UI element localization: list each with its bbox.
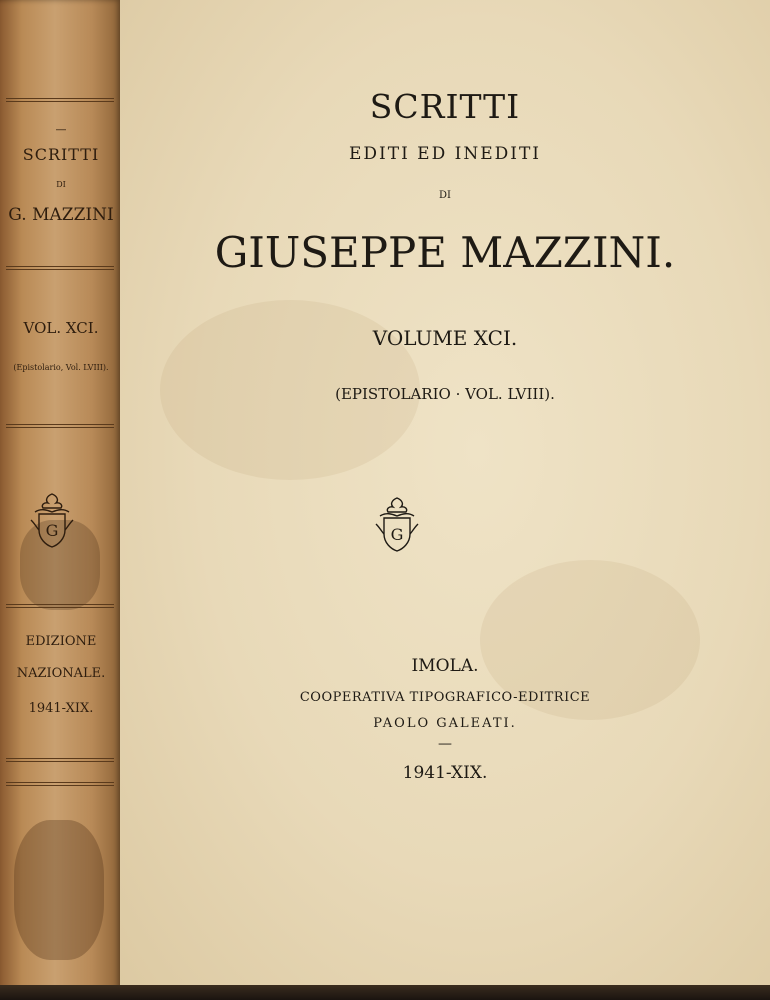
- page-year: 1941-XIX.: [402, 763, 488, 783]
- title-page: [120, 0, 770, 1000]
- spine-edition-1: EDIZIONE: [25, 634, 97, 649]
- book-spine: [0, 0, 122, 1000]
- page-title: SCRITTI: [369, 87, 521, 126]
- spine-subvolume: (Epistolario, Vol. LVIII).: [13, 363, 109, 372]
- page-city: IMOLA.: [411, 656, 479, 676]
- spine-band-6: [6, 782, 114, 786]
- spine-year: 1941-XIX.: [28, 701, 94, 716]
- svg-text:G: G: [45, 521, 59, 540]
- spine-band-4: [6, 604, 114, 608]
- page-author: GIUSEPPE MAZZINI.: [214, 228, 676, 277]
- page-volume: VOLUME XCI.: [372, 326, 518, 350]
- spine-edition-2: NAZIONALE.: [16, 666, 106, 681]
- spine-dash: —: [55, 123, 67, 136]
- spine-band-2: [6, 266, 114, 270]
- spine-author: G. MAZZINI: [8, 205, 114, 225]
- spine-di: DI: [56, 180, 66, 189]
- page-subtitle: EDITI ED INEDITI: [348, 144, 542, 164]
- page-separator: —: [438, 736, 452, 752]
- spine-wear-lower: [14, 820, 104, 960]
- spine-band-5: [6, 758, 114, 762]
- page-series: (EPISTOLARIO · VOL. LVIII).: [335, 385, 555, 403]
- publisher-emblem-icon: [372, 494, 422, 556]
- spine-title: SCRITTI: [22, 145, 100, 164]
- spine-band-3: [6, 424, 114, 428]
- svg-text:G: G: [390, 525, 404, 544]
- book-bottom-edge: [0, 985, 770, 1000]
- spine-band-top: [6, 98, 114, 102]
- page-di: DI: [439, 190, 451, 201]
- coat-of-arms-icon: [27, 490, 77, 550]
- page-publisher-1: COOPERATIVA TIPOGRAFICO-EDITRICE: [299, 690, 591, 705]
- spine-volume: VOL. XCI.: [23, 319, 99, 337]
- page-publisher-2: PAOLO GALEATI.: [373, 716, 517, 731]
